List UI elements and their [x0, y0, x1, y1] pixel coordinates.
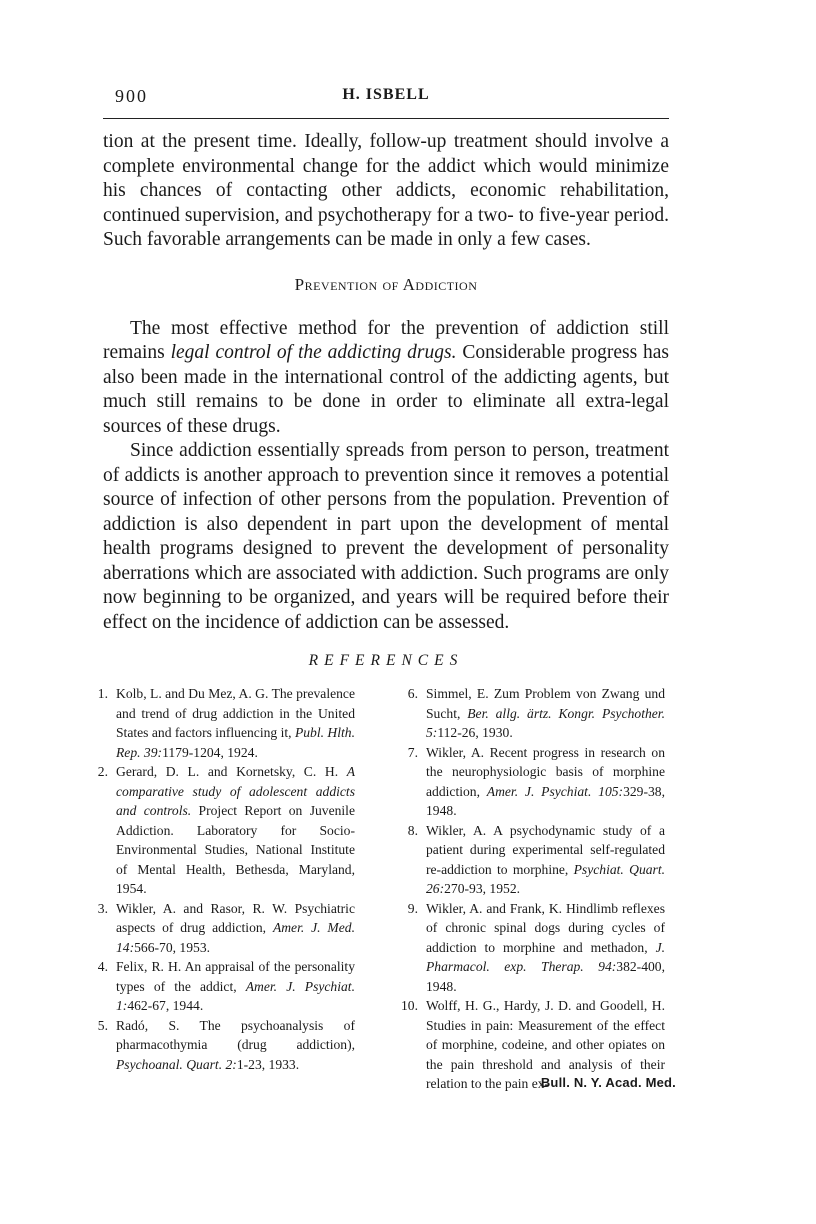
reference-number: 6.	[407, 686, 418, 701]
references-column-left	[83, 684, 355, 1074]
reference-item	[83, 762, 355, 899]
reference-text-part: Gerard, D. L. and Kornetsky, C. H.	[116, 764, 347, 779]
reference-text-part: Simmel, E. Zum Problem von Zwang und Sucht,	[426, 686, 665, 721]
reference-text-part: 566-70, 1953.	[134, 939, 211, 955]
reference-text-part: 462-67, 1944.	[127, 998, 204, 1013]
reference-text-part: Wikler, A. Recent progress in research on the neurophysiologic basis of morphine addiction,	[426, 744, 665, 799]
reference-text	[116, 957, 355, 1016]
reference-number: 7.	[407, 744, 418, 760]
reference-source: J. Pharmacol. exp. Therap. 94:	[426, 939, 665, 974]
paragraph-legal-control	[103, 317, 669, 440]
reference-number: 2.	[97, 764, 108, 779]
running-head	[103, 86, 669, 112]
reference-number: 9.	[407, 900, 418, 916]
reference-text	[116, 899, 355, 958]
reference-text-part: Wolff, H. G., Hardy, J. D. and Goodell, H. Studies in pain: Measurement of the effect of morphine, codeine, and other opiates on the pain threshold and analysis of their relation to the pain ex-	[426, 998, 665, 1091]
reference-number: 8.	[407, 822, 418, 838]
references-heading: REFERENCES	[308, 652, 464, 669]
reference-text-part: Kolb, L. and Du Mez, A. G. The prevalence and trend of drug addiction in the United States and factors influencing it,	[116, 686, 355, 740]
page-number: 900	[115, 86, 148, 106]
reference-item	[393, 743, 665, 821]
reference-source: Amer. J. Psychiat. 1:	[116, 978, 355, 1013]
body-text	[103, 130, 669, 635]
reference-text-part: 112-26, 1930.	[437, 725, 513, 740]
reference-source: Psychoanal. Quart. 2:	[116, 1056, 237, 1072]
reference-source: Ber. allg. ärtz. Kongr. Psychother. 5:	[426, 705, 665, 740]
reference-item	[393, 821, 665, 899]
reference-item	[83, 684, 355, 762]
reference-number: 4.	[97, 959, 108, 974]
reference-text	[116, 684, 355, 762]
reference-number: 10.	[401, 998, 418, 1013]
references-column-right	[393, 684, 665, 1094]
reference-item	[83, 1016, 355, 1075]
running-head-author: H. ISBELL	[342, 86, 430, 103]
reference-number: 3.	[97, 900, 108, 916]
reference-text	[426, 684, 665, 743]
paragraph-text: The most effective method for the prevention of addiction still remains	[103, 317, 669, 363]
header-rule	[103, 118, 669, 119]
section-heading: Prevention of Addiction	[294, 274, 478, 294]
reference-number: 5.	[97, 1017, 108, 1033]
reference-text-part: Wikler, A. and Rasor, R. W. Psychiatric aspects of drug addiction,	[116, 900, 355, 935]
reference-text	[116, 1016, 355, 1075]
reference-item	[83, 899, 355, 958]
reference-item	[393, 684, 665, 743]
journal-footer: Bull. N. Y. Acad. Med.	[540, 1075, 676, 1090]
paragraph-text: Considerable progress has also been made in the international control of the addicting agents, but much still remains to be done in order to eliminate all extra-legal sources of these drugs.	[103, 342, 670, 437]
emphasis-text: legal control of the addicting drugs.	[170, 342, 457, 363]
reference-text-part: 1-23, 1933.	[236, 1056, 300, 1072]
reference-text-part: Wikler, A. A psychodynamic study of a patient during experimental self-regulated re-addiction to morphine,	[426, 822, 665, 877]
reference-text-part: 382-400, 1948.	[426, 959, 665, 994]
reference-text	[426, 743, 665, 821]
reference-text	[426, 899, 665, 997]
paragraph-prevention: Since addiction essentially spreads from person to person, treatment of addicts is another approach to prevention since it removes a potential source of infection of other persons from the population. Prevention of addiction is also dependent in part upon the development of mental health programs designed to prevent the development of personality aberrations which are associated with addiction. Such programs are only now beginning to be organized, and years will be required before their effect on the incidence of addiction can be assessed.	[103, 440, 669, 633]
reference-item	[393, 899, 665, 997]
reference-text-part: Felix, R. H. An appraisal of the personality types of the addict,	[116, 959, 355, 994]
reference-source: Psychiat. Quart. 26:	[426, 861, 665, 896]
reference-source: Amer. J. Psychiat. 105:	[486, 783, 624, 799]
reference-number: 1.	[97, 686, 108, 701]
reference-source: A comparative study of adolescent addicts and controls.	[116, 764, 355, 818]
paragraph-continued: tion at the present time. Ideally, follow-up treatment should involve a complete environmental change for the addict which would minimize his chances of contacting other addicts, economic rehabilitation, continued supervision, and psychotherapy for a two- to five-year period. Such favorable arrangements can be made in only a few cases.	[103, 131, 669, 250]
reference-item	[83, 957, 355, 1016]
reference-text	[116, 762, 355, 899]
reference-text-part: 329-38, 1948.	[426, 783, 665, 818]
reference-text-part: 1179-1204, 1924.	[162, 744, 258, 760]
reference-text-part: Project Report on Juvenile Addiction. Laboratory for Socio-Environmental Studies, National Institute of Mental Health, Bethesda, Maryland, 1954.	[116, 803, 355, 896]
reference-text	[426, 821, 665, 899]
reference-source: Amer. J. Med. 14:	[116, 920, 355, 955]
reference-text-part: Radó, S. The psychoanalysis of pharmacothymia (drug addiction),	[116, 1017, 355, 1052]
reference-text-part: 270-93, 1952.	[444, 881, 521, 896]
reference-source: Publ. Hlth. Rep. 39:	[116, 725, 355, 760]
reference-text-part: Wikler, A. and Frank, K. Hindlimb reflexes of chronic spinal dogs during cycles of addiction to morphine and methadon,	[426, 900, 665, 955]
